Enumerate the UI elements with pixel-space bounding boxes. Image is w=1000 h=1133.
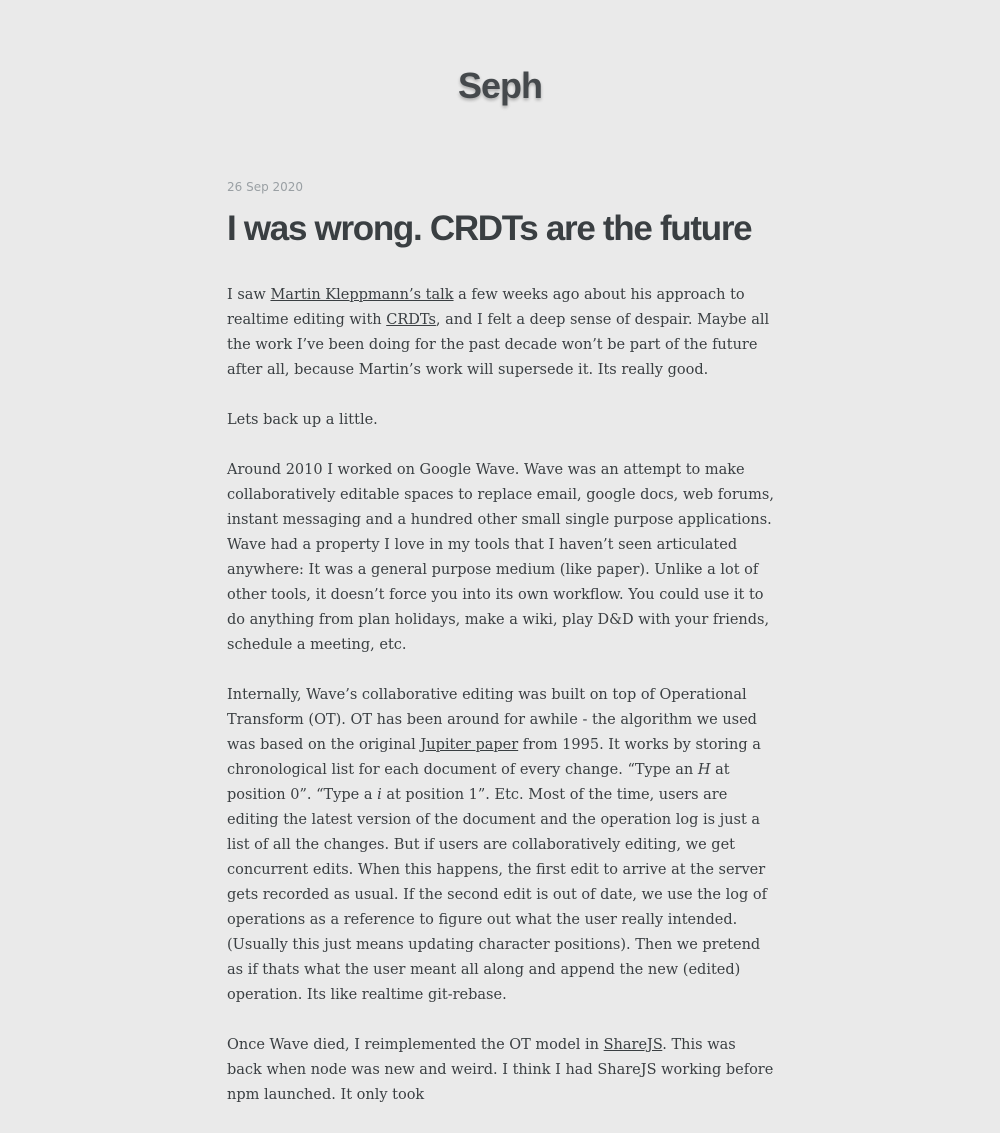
text: at position 0”. “Type a <box>227 762 730 803</box>
post-title: I was wrong. CRDTs are the future <box>227 209 752 248</box>
paragraph-operational-transform <box>227 683 775 1008</box>
text: Internally, Wave’s collaborative editing was built on top of Operational Transform (OT). OT has been around for awhile - the algorithm we used was based on the original <box>227 687 757 753</box>
blog-post <box>227 178 775 1133</box>
paragraph-intro <box>227 283 775 383</box>
emphasis-h: H <box>697 762 711 778</box>
martin-kleppmann-talk-link[interactable]: Martin Kleppmann’s talk <box>270 287 454 303</box>
post-body <box>227 283 775 1108</box>
emphasis-i: i <box>377 787 382 803</box>
text: , and I felt a deep sense of despair. Maybe all the work I’ve been doing for the past decade won’t be part of the future after all, because Martin’s work will supersede it. Its really good. <box>227 312 770 378</box>
text: Once Wave died, I reimplemented the OT model in <box>227 1037 604 1053</box>
paragraph-back-up: Lets back up a little. <box>227 412 378 428</box>
text: a few weeks ago about his approach to realtime editing with <box>227 287 745 328</box>
text: . This was back when node was new and weird. I think I had ShareJS working before npm launched. It only took <box>227 1037 774 1103</box>
jupiter-paper-link[interactable]: Jupiter paper <box>420 737 519 753</box>
text: at position 1”. Etc. Most of the time, users are editing the latest version of the document and the operation log is just a list of all the changes. But if users are collaboratively editing, we get concurrent edits. When this happens, the first edit to arrive at the server gets recorded as usual. If the second edit is out of date, we use the log of operations as a reference to figure out what the user really intended. (Usually this just means updating character positions). Then we pretend as if thats what the user meant all along and append the new (edited) operation. Its like realtime git-rebase. <box>227 787 767 1003</box>
crdts-link[interactable]: CRDTs <box>386 312 436 328</box>
text: I saw <box>227 287 271 303</box>
site-title-link[interactable]: Seph <box>457 65 542 106</box>
paragraph-google-wave: Around 2010 I worked on Google Wave. Wave was an attempt to make collaboratively editable spaces to replace email, google docs, web forums, instant messaging and a hundred other small single purpose applications. Wave had a property I love in my tools that I haven’t seen articulated anywhere: It was a general purpose medium (like paper). Unlike a lot of other tools, it doesn’t force you into its own workflow. You could use it to do anything from plan holidays, make a wiki, play D&D with your friends, schedule a meeting, etc. <box>227 462 774 653</box>
paragraph-sharejs <box>227 1033 775 1108</box>
sharejs-link[interactable]: ShareJS <box>603 1037 663 1053</box>
site-header <box>0 62 1000 110</box>
post-date: 26 Sep 2020 <box>227 180 304 194</box>
text: from 1995. It works by storing a chronological list for each document of every change. “Type an <box>227 737 761 778</box>
